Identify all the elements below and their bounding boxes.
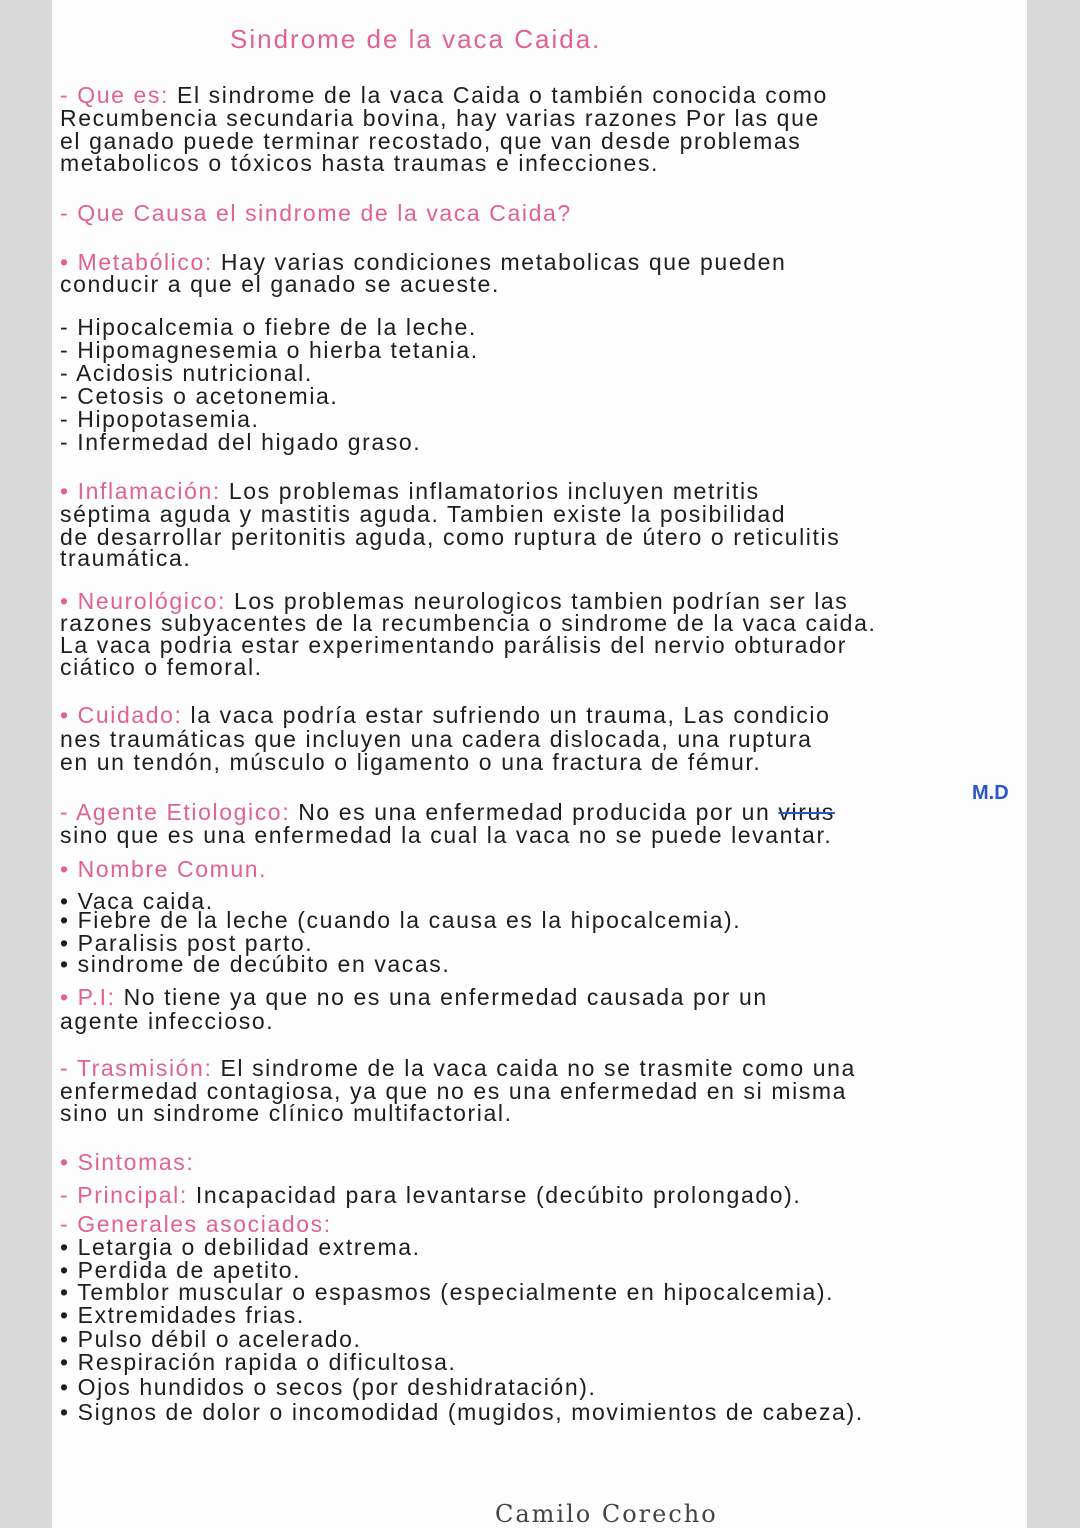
- nombre-item: • Vaca caida.: [60, 888, 214, 914]
- condition-item: - Hipocalcemia o fiebre de la leche.: [60, 314, 477, 340]
- causa-heading: - Que Causa el sindrome de la vaca Caida?: [60, 200, 572, 226]
- page-title: Sindrome de la vaca Caida.: [230, 24, 602, 54]
- text: Incapacidad para levantarse (decúbito prolongado).: [195, 1182, 802, 1208]
- metabolico-line: conducir a que el ganado se acueste.: [60, 271, 500, 297]
- symptom-item: • Pulso débil o acelerado.: [60, 1326, 362, 1352]
- neurologico-line: razones subyacentes de la recumbencia o sindrome de la vaca caida.: [60, 610, 877, 636]
- text: El sindrome de la vaca Caida o también conocida como: [177, 82, 828, 108]
- text: No tiene ya que no es una enfermedad causada por un: [123, 984, 768, 1010]
- inflamacion-line: traumática.: [60, 545, 192, 571]
- symptom-item: • Perdida de apetito.: [60, 1257, 302, 1283]
- principal-label: - Principal:: [60, 1182, 188, 1208]
- neurologico-label: • Neurológico:: [60, 588, 226, 614]
- symptom-item: • Temblor muscular o espasmos (especialmente en hipocalcemia).: [60, 1279, 835, 1305]
- symptom-item: • Extremidades frias.: [60, 1302, 305, 1328]
- principal-line: [60, 1182, 801, 1208]
- que-es-line: Recumbencia secundaria bovina, hay varias razones Por las que: [60, 105, 820, 131]
- correction-annotation: M.D: [972, 782, 1009, 804]
- signature: Camilo Corecho: [495, 1500, 718, 1528]
- que-es-line: metabolicos o tóxicos hasta traumas e infecciones.: [60, 150, 660, 176]
- text: Hay varias condiciones metabolicas que pueden: [220, 249, 787, 275]
- generales-heading: - Generales asociados:: [60, 1211, 332, 1237]
- metabolico-label: • Metabólico:: [60, 249, 213, 275]
- neurologico-line: La vaca podria estar experimentando parálisis del nervio obturador: [60, 632, 848, 658]
- trasmision-line: enfermedad contagiosa, ya que no es una enfermedad en si misma: [60, 1078, 848, 1104]
- nombre-comun-heading: • Nombre Comun.: [60, 856, 268, 882]
- trasmision-label: - Trasmisión:: [60, 1055, 213, 1081]
- condition-item: - Infermedad del higado graso.: [60, 429, 422, 455]
- neurologico-line: ciático o femoral.: [60, 654, 263, 680]
- symptom-item: • Signos de dolor o incomodidad (mugidos, movimientos de cabeza).: [60, 1399, 864, 1425]
- text: No es una enfermedad producida por un: [298, 799, 779, 825]
- agente-line: sino que es una enfermedad la cual la vaca no se puede levantar.: [60, 822, 833, 848]
- cuidado-label: • Cuidado:: [60, 702, 183, 728]
- sintomas-heading: • Sintomas:: [60, 1149, 195, 1175]
- struck-word: virus: [778, 799, 835, 825]
- symptom-item: • Letargia o debilidad extrema.: [60, 1234, 421, 1260]
- symptom-item: • Respiración rapida o dificultosa.: [60, 1349, 457, 1375]
- que-es-label: - Que es:: [60, 82, 169, 108]
- condition-item: - Cetosis o acetonemia.: [60, 383, 339, 409]
- trasmision-line: sino un sindrome clínico multifactorial.: [60, 1100, 513, 1126]
- text: Los problemas inflamatorios incluyen metritis: [228, 478, 760, 504]
- condition-item: - Hipopotasemia.: [60, 406, 260, 432]
- inflamacion-label: • Inflamación:: [60, 478, 221, 504]
- cuidado-line: [60, 702, 831, 728]
- cuidado-line: nes traumáticas que incluyen una cadera dislocada, una ruptura: [60, 726, 813, 752]
- pi-line: [60, 984, 768, 1010]
- nombre-item: • Fiebre de la leche (cuando la causa es la hipocalcemia).: [60, 907, 742, 933]
- text: la vaca podría estar sufriendo un trauma, Las condicio: [190, 702, 831, 728]
- condition-item: - Acidosis nutricional.: [60, 360, 313, 386]
- pi-label: • P.I:: [60, 984, 116, 1010]
- pi-line: agente infeccioso.: [60, 1008, 275, 1034]
- agente-label: - Agente Etiologico:: [60, 799, 291, 825]
- text: Los problemas neurologicos tambien podrían ser las: [233, 588, 849, 614]
- que-es-line: el ganado puede terminar recostado, que van desde problemas: [60, 128, 802, 154]
- text: El sindrome de la vaca caida no se trasmite como una: [220, 1055, 856, 1081]
- nombre-item: • Paralisis post parto.: [60, 930, 314, 956]
- cuidado-line: en un tendón, músculo o ligamento o una fractura de fémur.: [60, 749, 762, 775]
- symptom-item: • Ojos hundidos o secos (por deshidratación).: [60, 1374, 597, 1400]
- nombre-item: • sindrome de decúbito en vacas.: [60, 951, 451, 977]
- inflamacion-line: séptima aguda y mastitis aguda. Tambien existe la posibilidad: [60, 501, 787, 527]
- inflamacion-line: de desarrollar peritonitis aguda, como ruptura de útero o reticulitis: [60, 524, 841, 550]
- condition-item: - Hipomagnesemia o hierba tetania.: [60, 337, 479, 363]
